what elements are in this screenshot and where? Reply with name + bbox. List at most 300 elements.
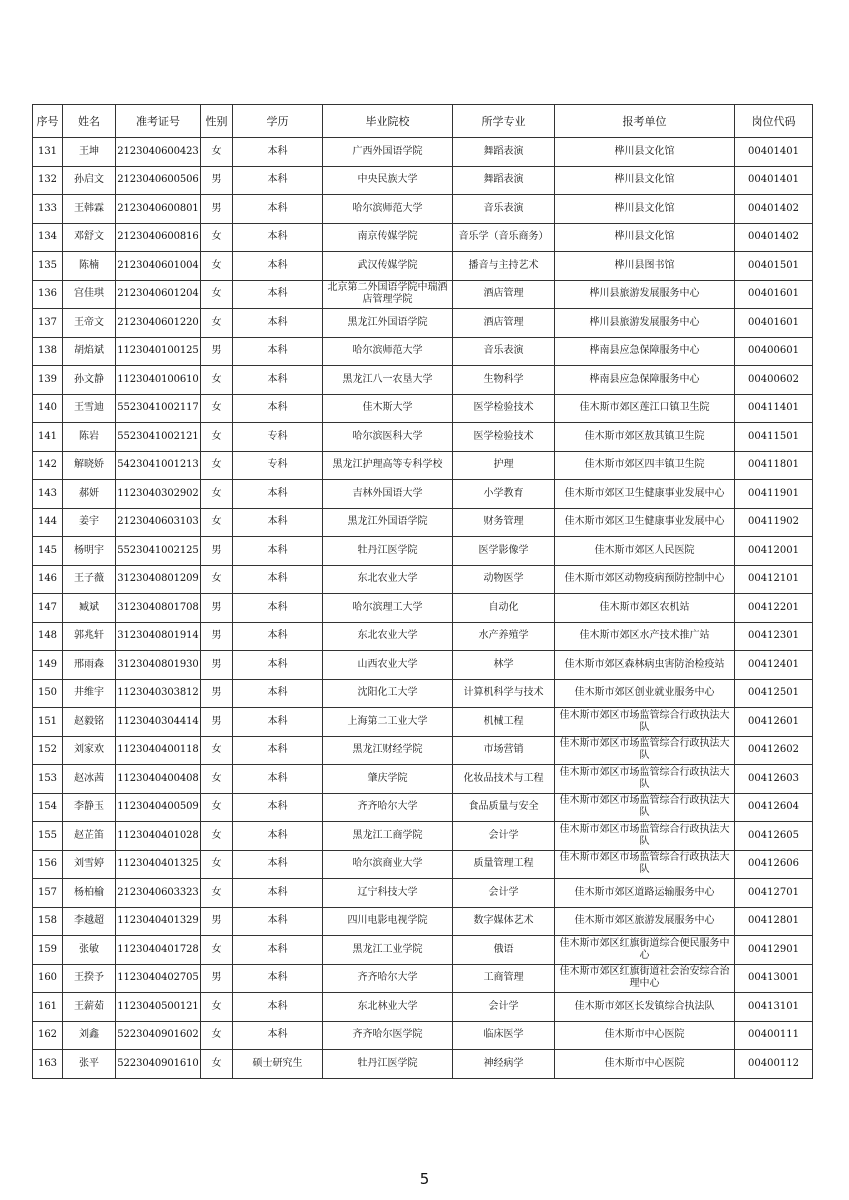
cell-major: 酒店管理 bbox=[453, 309, 555, 338]
cell-major: 医学检验技术 bbox=[453, 394, 555, 423]
cell-education: 本科 bbox=[233, 252, 323, 281]
cell-gender: 女 bbox=[201, 850, 233, 879]
cell-employer: 佳木斯市郊区市场监管综合行政执法大队 bbox=[555, 822, 735, 851]
cell-school: 佳木斯大学 bbox=[323, 394, 453, 423]
cell-name: 杨柏榆 bbox=[63, 879, 116, 908]
cell-gender: 男 bbox=[201, 679, 233, 708]
table-row bbox=[33, 1021, 813, 1050]
cell-position-code: 00412605 bbox=[735, 822, 813, 851]
cell-school: 黑龙江工业学院 bbox=[323, 936, 453, 965]
cell-employer: 佳木斯市郊区市场监管综合行政执法大队 bbox=[555, 708, 735, 737]
cell-name: 解晓娇 bbox=[63, 451, 116, 480]
cell-position-code: 00412101 bbox=[735, 565, 813, 594]
cell-major: 俄语 bbox=[453, 936, 555, 965]
table-row bbox=[33, 252, 813, 281]
cell-name: 陈楠 bbox=[63, 252, 116, 281]
cell-gender: 女 bbox=[201, 366, 233, 395]
cell-employer: 佳木斯市郊区水产技术推广站 bbox=[555, 622, 735, 651]
table-row bbox=[33, 708, 813, 737]
cell-position-code: 00413101 bbox=[735, 993, 813, 1022]
cell-position-code: 00400111 bbox=[735, 1021, 813, 1050]
cell-gender: 女 bbox=[201, 765, 233, 794]
cell-education: 本科 bbox=[233, 879, 323, 908]
cell-index: 150 bbox=[33, 679, 63, 708]
cell-position-code: 00412801 bbox=[735, 907, 813, 936]
cell-education: 本科 bbox=[233, 822, 323, 851]
header-name: 姓名 bbox=[63, 105, 116, 138]
cell-index: 138 bbox=[33, 337, 63, 366]
cell-position-code: 00412201 bbox=[735, 594, 813, 623]
cell-major: 神经病学 bbox=[453, 1050, 555, 1079]
cell-school: 北京第二外国语学院中瑞酒店管理学院 bbox=[323, 280, 453, 309]
cell-index: 154 bbox=[33, 793, 63, 822]
cell-ticket-number: 1123040302902 bbox=[116, 480, 201, 509]
cell-index: 141 bbox=[33, 423, 63, 452]
cell-major: 小学教育 bbox=[453, 480, 555, 509]
cell-school: 东北农业大学 bbox=[323, 622, 453, 651]
cell-position-code: 00412606 bbox=[735, 850, 813, 879]
cell-employer: 佳木斯市郊区旅游发展服务中心 bbox=[555, 907, 735, 936]
cell-education: 本科 bbox=[233, 736, 323, 765]
cell-index: 143 bbox=[33, 480, 63, 509]
cell-employer: 桦川县文化馆 bbox=[555, 223, 735, 252]
table-row bbox=[33, 138, 813, 167]
table-row bbox=[33, 1050, 813, 1079]
cell-index: 151 bbox=[33, 708, 63, 737]
cell-index: 146 bbox=[33, 565, 63, 594]
cell-school: 山西农业大学 bbox=[323, 651, 453, 680]
table-row bbox=[33, 366, 813, 395]
cell-employer: 佳木斯市郊区敖其镇卫生院 bbox=[555, 423, 735, 452]
cell-major: 质量管理工程 bbox=[453, 850, 555, 879]
cell-ticket-number: 1123040303812 bbox=[116, 679, 201, 708]
table-row bbox=[33, 166, 813, 195]
cell-position-code: 00412901 bbox=[735, 936, 813, 965]
cell-index: 156 bbox=[33, 850, 63, 879]
cell-employer: 佳木斯市郊区长发镇综合执法队 bbox=[555, 993, 735, 1022]
cell-name: 陈岩 bbox=[63, 423, 116, 452]
cell-gender: 男 bbox=[201, 651, 233, 680]
cell-education: 专科 bbox=[233, 451, 323, 480]
table-row bbox=[33, 736, 813, 765]
cell-education: 本科 bbox=[233, 337, 323, 366]
cell-position-code: 00413001 bbox=[735, 964, 813, 993]
cell-education: 本科 bbox=[233, 765, 323, 794]
table-row bbox=[33, 508, 813, 537]
cell-employer: 佳木斯市郊区人民医院 bbox=[555, 537, 735, 566]
cell-ticket-number: 3123040801914 bbox=[116, 622, 201, 651]
cell-gender: 男 bbox=[201, 537, 233, 566]
cell-ticket-number: 2123040600801 bbox=[116, 195, 201, 224]
cell-position-code: 00401601 bbox=[735, 280, 813, 309]
table-row bbox=[33, 936, 813, 965]
cell-employer: 佳木斯市郊区市场监管综合行政执法大队 bbox=[555, 850, 735, 879]
cell-gender: 女 bbox=[201, 480, 233, 509]
cell-name: 姜宇 bbox=[63, 508, 116, 537]
cell-ticket-number: 1123040402705 bbox=[116, 964, 201, 993]
cell-school: 黑龙江八一农垦大学 bbox=[323, 366, 453, 395]
cell-ticket-number: 3123040801708 bbox=[116, 594, 201, 623]
cell-education: 本科 bbox=[233, 366, 323, 395]
cell-employer: 桦川县文化馆 bbox=[555, 166, 735, 195]
cell-education: 本科 bbox=[233, 280, 323, 309]
cell-major: 护理 bbox=[453, 451, 555, 480]
cell-index: 145 bbox=[33, 537, 63, 566]
cell-major: 酒店管理 bbox=[453, 280, 555, 309]
cell-index: 157 bbox=[33, 879, 63, 908]
cell-employer: 桦川县旅游发展服务中心 bbox=[555, 280, 735, 309]
cell-education: 本科 bbox=[233, 679, 323, 708]
cell-position-code: 00401401 bbox=[735, 138, 813, 167]
cell-employer: 佳木斯市郊区卫生健康事业发展中心 bbox=[555, 480, 735, 509]
cell-index: 135 bbox=[33, 252, 63, 281]
cell-major: 工商管理 bbox=[453, 964, 555, 993]
candidate-table bbox=[32, 104, 813, 1079]
cell-ticket-number: 1123040401325 bbox=[116, 850, 201, 879]
cell-major: 生物科学 bbox=[453, 366, 555, 395]
header-ticket-number: 准考证号 bbox=[116, 105, 201, 138]
cell-position-code: 00412701 bbox=[735, 879, 813, 908]
cell-name: 胡焰斌 bbox=[63, 337, 116, 366]
cell-index: 140 bbox=[33, 394, 63, 423]
cell-ticket-number: 3123040801930 bbox=[116, 651, 201, 680]
cell-gender: 女 bbox=[201, 736, 233, 765]
cell-ticket-number: 2123040601004 bbox=[116, 252, 201, 281]
cell-employer: 桦南县应急保障服务中心 bbox=[555, 337, 735, 366]
cell-employer: 桦川县文化馆 bbox=[555, 195, 735, 224]
cell-employer: 佳木斯市郊区道路运输服务中心 bbox=[555, 879, 735, 908]
cell-gender: 女 bbox=[201, 394, 233, 423]
table-row bbox=[33, 309, 813, 338]
table-row bbox=[33, 223, 813, 252]
table-row bbox=[33, 451, 813, 480]
cell-ticket-number: 1123040401028 bbox=[116, 822, 201, 851]
cell-index: 148 bbox=[33, 622, 63, 651]
cell-name: 孙启文 bbox=[63, 166, 116, 195]
cell-employer: 佳木斯市郊区农机站 bbox=[555, 594, 735, 623]
cell-position-code: 00401402 bbox=[735, 195, 813, 224]
cell-school: 东北农业大学 bbox=[323, 565, 453, 594]
cell-ticket-number: 1123040400509 bbox=[116, 793, 201, 822]
cell-school: 东北林业大学 bbox=[323, 993, 453, 1022]
cell-major: 林学 bbox=[453, 651, 555, 680]
cell-major: 音乐表演 bbox=[453, 195, 555, 224]
cell-major: 临床医学 bbox=[453, 1021, 555, 1050]
cell-education: 本科 bbox=[233, 480, 323, 509]
cell-education: 本科 bbox=[233, 508, 323, 537]
cell-name: 郝妍 bbox=[63, 480, 116, 509]
cell-major: 数字媒体艺术 bbox=[453, 907, 555, 936]
cell-index: 142 bbox=[33, 451, 63, 480]
cell-education: 本科 bbox=[233, 964, 323, 993]
table-row bbox=[33, 964, 813, 993]
cell-education: 本科 bbox=[233, 1021, 323, 1050]
cell-ticket-number: 2123040603103 bbox=[116, 508, 201, 537]
cell-index: 155 bbox=[33, 822, 63, 851]
cell-major: 财务管理 bbox=[453, 508, 555, 537]
cell-index: 163 bbox=[33, 1050, 63, 1079]
cell-ticket-number: 1123040400408 bbox=[116, 765, 201, 794]
cell-education: 本科 bbox=[233, 651, 323, 680]
cell-index: 161 bbox=[33, 993, 63, 1022]
cell-ticket-number: 2123040601204 bbox=[116, 280, 201, 309]
cell-name: 刘家欢 bbox=[63, 736, 116, 765]
cell-school: 牡丹江医学院 bbox=[323, 537, 453, 566]
cell-index: 137 bbox=[33, 309, 63, 338]
cell-school: 齐齐哈尔大学 bbox=[323, 793, 453, 822]
cell-school: 哈尔滨理工大学 bbox=[323, 594, 453, 623]
cell-gender: 女 bbox=[201, 508, 233, 537]
cell-school: 牡丹江医学院 bbox=[323, 1050, 453, 1079]
cell-school: 黑龙江工商学院 bbox=[323, 822, 453, 851]
cell-education: 本科 bbox=[233, 138, 323, 167]
cell-major: 播音与主持艺术 bbox=[453, 252, 555, 281]
cell-name: 王子薇 bbox=[63, 565, 116, 594]
cell-education: 本科 bbox=[233, 936, 323, 965]
cell-employer: 佳木斯市郊区卫生健康事业发展中心 bbox=[555, 508, 735, 537]
cell-school: 广西外国语学院 bbox=[323, 138, 453, 167]
cell-education: 本科 bbox=[233, 166, 323, 195]
cell-employer: 佳木斯市郊区市场监管综合行政执法大队 bbox=[555, 793, 735, 822]
table-row bbox=[33, 907, 813, 936]
cell-school: 哈尔滨医科大学 bbox=[323, 423, 453, 452]
header-gender: 性别 bbox=[201, 105, 233, 138]
cell-position-code: 00411901 bbox=[735, 480, 813, 509]
cell-index: 159 bbox=[33, 936, 63, 965]
header-education: 学历 bbox=[233, 105, 323, 138]
cell-name: 宫佳琪 bbox=[63, 280, 116, 309]
cell-position-code: 00401401 bbox=[735, 166, 813, 195]
cell-school: 齐齐哈尔医学院 bbox=[323, 1021, 453, 1050]
cell-index: 162 bbox=[33, 1021, 63, 1050]
cell-major: 医学影像学 bbox=[453, 537, 555, 566]
cell-school: 黑龙江财经学院 bbox=[323, 736, 453, 765]
cell-position-code: 00412604 bbox=[735, 793, 813, 822]
cell-education: 本科 bbox=[233, 565, 323, 594]
header-major: 所学专业 bbox=[453, 105, 555, 138]
table-row bbox=[33, 423, 813, 452]
cell-ticket-number: 5523041002125 bbox=[116, 537, 201, 566]
cell-position-code: 00400601 bbox=[735, 337, 813, 366]
cell-school: 上海第二工业大学 bbox=[323, 708, 453, 737]
cell-name: 王揆予 bbox=[63, 964, 116, 993]
cell-index: 147 bbox=[33, 594, 63, 623]
cell-index: 144 bbox=[33, 508, 63, 537]
cell-gender: 女 bbox=[201, 309, 233, 338]
cell-education: 专科 bbox=[233, 423, 323, 452]
cell-major: 医学检验技术 bbox=[453, 423, 555, 452]
cell-gender: 男 bbox=[201, 907, 233, 936]
cell-employer: 佳木斯市郊区红旗街道综合便民服务中心 bbox=[555, 936, 735, 965]
cell-school: 肇庆学院 bbox=[323, 765, 453, 794]
cell-school: 哈尔滨师范大学 bbox=[323, 337, 453, 366]
table-row bbox=[33, 793, 813, 822]
cell-gender: 女 bbox=[201, 423, 233, 452]
cell-school: 吉林外国语大学 bbox=[323, 480, 453, 509]
cell-education: 本科 bbox=[233, 594, 323, 623]
cell-position-code: 00411801 bbox=[735, 451, 813, 480]
cell-school: 哈尔滨商业大学 bbox=[323, 850, 453, 879]
cell-school: 黑龙江外国语学院 bbox=[323, 309, 453, 338]
cell-position-code: 00411501 bbox=[735, 423, 813, 452]
cell-name: 王帝文 bbox=[63, 309, 116, 338]
table-row bbox=[33, 993, 813, 1022]
cell-education: 本科 bbox=[233, 537, 323, 566]
cell-ticket-number: 1123040401329 bbox=[116, 907, 201, 936]
table-row bbox=[33, 337, 813, 366]
cell-education: 本科 bbox=[233, 993, 323, 1022]
cell-education: 本科 bbox=[233, 309, 323, 338]
table-row bbox=[33, 679, 813, 708]
header-position-code: 岗位代码 bbox=[735, 105, 813, 138]
cell-name: 赵芷笛 bbox=[63, 822, 116, 851]
table-row bbox=[33, 879, 813, 908]
cell-index: 139 bbox=[33, 366, 63, 395]
cell-major: 自动化 bbox=[453, 594, 555, 623]
cell-education: 本科 bbox=[233, 622, 323, 651]
header-employer: 报考单位 bbox=[555, 105, 735, 138]
cell-gender: 女 bbox=[201, 936, 233, 965]
cell-ticket-number: 2123040600816 bbox=[116, 223, 201, 252]
cell-name: 臧斌 bbox=[63, 594, 116, 623]
header-index: 序号 bbox=[33, 105, 63, 138]
cell-major: 市场营销 bbox=[453, 736, 555, 765]
cell-education: 本科 bbox=[233, 907, 323, 936]
cell-gender: 男 bbox=[201, 622, 233, 651]
table-row bbox=[33, 480, 813, 509]
cell-gender: 男 bbox=[201, 708, 233, 737]
cell-position-code: 00412301 bbox=[735, 622, 813, 651]
cell-education: 本科 bbox=[233, 708, 323, 737]
cell-major: 水产养殖学 bbox=[453, 622, 555, 651]
cell-name: 孙文静 bbox=[63, 366, 116, 395]
cell-employer: 佳木斯市郊区创业就业服务中心 bbox=[555, 679, 735, 708]
cell-ticket-number: 1123040500121 bbox=[116, 993, 201, 1022]
cell-major: 会计学 bbox=[453, 993, 555, 1022]
cell-employer: 桦川县文化馆 bbox=[555, 138, 735, 167]
cell-school: 南京传媒学院 bbox=[323, 223, 453, 252]
cell-major: 音乐学（音乐商务） bbox=[453, 223, 555, 252]
cell-employer: 佳木斯市郊区莲江口镇卫生院 bbox=[555, 394, 735, 423]
page-number: 5 bbox=[419, 1170, 430, 1188]
table-row bbox=[33, 565, 813, 594]
cell-gender: 男 bbox=[201, 337, 233, 366]
cell-position-code: 00411401 bbox=[735, 394, 813, 423]
cell-ticket-number: 5423041001213 bbox=[116, 451, 201, 480]
cell-gender: 女 bbox=[201, 252, 233, 281]
cell-major: 舞蹈表演 bbox=[453, 166, 555, 195]
cell-ticket-number: 1123040304414 bbox=[116, 708, 201, 737]
cell-position-code: 00412601 bbox=[735, 708, 813, 737]
cell-name: 邢雨森 bbox=[63, 651, 116, 680]
cell-position-code: 00412001 bbox=[735, 537, 813, 566]
cell-employer: 佳木斯市郊区森林病虫害防治检疫站 bbox=[555, 651, 735, 680]
cell-major: 会计学 bbox=[453, 879, 555, 908]
cell-index: 153 bbox=[33, 765, 63, 794]
cell-education: 硕士研究生 bbox=[233, 1050, 323, 1079]
cell-name: 杨明宇 bbox=[63, 537, 116, 566]
cell-position-code: 00401501 bbox=[735, 252, 813, 281]
table-row bbox=[33, 280, 813, 309]
cell-major: 食品质量与安全 bbox=[453, 793, 555, 822]
cell-name: 郭兆轩 bbox=[63, 622, 116, 651]
cell-major: 会计学 bbox=[453, 822, 555, 851]
cell-school: 哈尔滨师范大学 bbox=[323, 195, 453, 224]
cell-index: 133 bbox=[33, 195, 63, 224]
cell-index: 160 bbox=[33, 964, 63, 993]
cell-ticket-number: 5223040901602 bbox=[116, 1021, 201, 1050]
cell-name: 王坤 bbox=[63, 138, 116, 167]
cell-gender: 女 bbox=[201, 280, 233, 309]
cell-school: 辽宁科技大学 bbox=[323, 879, 453, 908]
cell-education: 本科 bbox=[233, 223, 323, 252]
cell-position-code: 00412603 bbox=[735, 765, 813, 794]
cell-position-code: 00401402 bbox=[735, 223, 813, 252]
cell-index: 136 bbox=[33, 280, 63, 309]
cell-gender: 男 bbox=[201, 964, 233, 993]
cell-position-code: 00412501 bbox=[735, 679, 813, 708]
cell-gender: 女 bbox=[201, 451, 233, 480]
cell-name: 刘鑫 bbox=[63, 1021, 116, 1050]
cell-index: 132 bbox=[33, 166, 63, 195]
cell-name: 李静玉 bbox=[63, 793, 116, 822]
cell-employer: 桦南县应急保障服务中心 bbox=[555, 366, 735, 395]
cell-index: 149 bbox=[33, 651, 63, 680]
cell-employer: 佳木斯市郊区四丰镇卫生院 bbox=[555, 451, 735, 480]
cell-gender: 男 bbox=[201, 594, 233, 623]
cell-major: 机械工程 bbox=[453, 708, 555, 737]
cell-school: 黑龙江护理高等专科学校 bbox=[323, 451, 453, 480]
cell-ticket-number: 5523041002121 bbox=[116, 423, 201, 452]
cell-ticket-number: 1123040100125 bbox=[116, 337, 201, 366]
table-row bbox=[33, 537, 813, 566]
cell-index: 152 bbox=[33, 736, 63, 765]
cell-school: 齐齐哈尔大学 bbox=[323, 964, 453, 993]
cell-major: 化妆品技术与工程 bbox=[453, 765, 555, 794]
header-school: 毕业院校 bbox=[323, 105, 453, 138]
cell-ticket-number: 2123040600506 bbox=[116, 166, 201, 195]
cell-index: 131 bbox=[33, 138, 63, 167]
cell-name: 井维宇 bbox=[63, 679, 116, 708]
cell-gender: 男 bbox=[201, 166, 233, 195]
cell-major: 动物医学 bbox=[453, 565, 555, 594]
cell-name: 王韩霖 bbox=[63, 195, 116, 224]
cell-name: 赵毅铭 bbox=[63, 708, 116, 737]
cell-index: 134 bbox=[33, 223, 63, 252]
table-body bbox=[33, 138, 813, 1079]
cell-school: 四川电影电视学院 bbox=[323, 907, 453, 936]
cell-employer: 佳木斯市郊区市场监管综合行政执法大队 bbox=[555, 765, 735, 794]
table-row bbox=[33, 594, 813, 623]
cell-name: 刘雪婷 bbox=[63, 850, 116, 879]
table-row bbox=[33, 195, 813, 224]
cell-education: 本科 bbox=[233, 394, 323, 423]
cell-ticket-number: 3123040801209 bbox=[116, 565, 201, 594]
cell-gender: 女 bbox=[201, 138, 233, 167]
table-row bbox=[33, 765, 813, 794]
cell-employer: 佳木斯市郊区市场监管综合行政执法大队 bbox=[555, 736, 735, 765]
cell-major: 舞蹈表演 bbox=[453, 138, 555, 167]
cell-employer: 桦川县图书馆 bbox=[555, 252, 735, 281]
cell-name: 王薪茹 bbox=[63, 993, 116, 1022]
cell-employer: 佳木斯市中心医院 bbox=[555, 1050, 735, 1079]
cell-name: 张敏 bbox=[63, 936, 116, 965]
cell-position-code: 00412401 bbox=[735, 651, 813, 680]
cell-gender: 女 bbox=[201, 822, 233, 851]
table-row bbox=[33, 850, 813, 879]
cell-name: 张平 bbox=[63, 1050, 116, 1079]
table-row bbox=[33, 622, 813, 651]
